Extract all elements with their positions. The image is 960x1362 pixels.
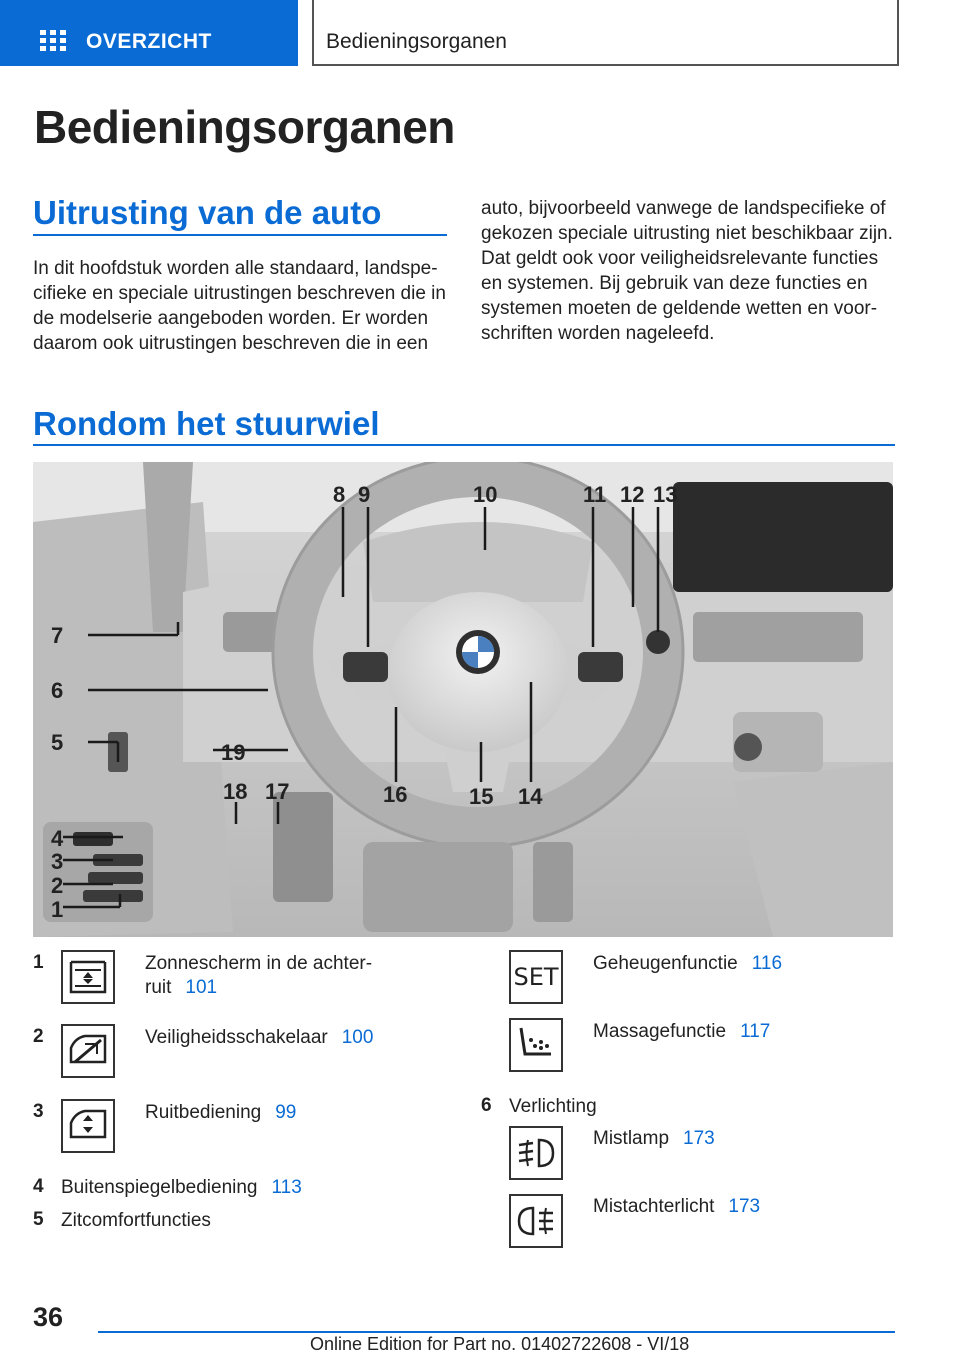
current-section-tab[interactable] bbox=[312, 0, 899, 66]
callout-3: 3 bbox=[51, 849, 64, 874]
page-reference[interactable]: 101 bbox=[185, 977, 218, 998]
massage-seat-icon bbox=[509, 1018, 563, 1072]
legend-text-6: Verlichting bbox=[509, 1096, 597, 1117]
legend-text-5a: Geheugenfunctie 116 bbox=[593, 953, 783, 974]
callout-2: 2 bbox=[51, 873, 64, 898]
cockpit-photo bbox=[33, 462, 893, 937]
footer-edition: Online Edition for Part no. 01402722608 - VI/18 bbox=[310, 1334, 690, 1354]
intro-paragraph-col1: In dit hoofdstuk worden alle standaard, landspe- cifieke en speciale uitrustingen beschreven die in de modelserie aangeboden worden. Er worden daarom ook uitrustingen beschreven die in een bbox=[33, 258, 446, 354]
section-rule bbox=[33, 444, 895, 446]
legend-text-6a: Mistlamp 173 bbox=[593, 1128, 715, 1149]
legend-text-2: Veiligheidsschakelaar 100 bbox=[145, 1027, 374, 1048]
page-reference[interactable]: 173 bbox=[728, 1196, 761, 1217]
legend-number-5: 5 bbox=[33, 1209, 44, 1230]
page-number: 36 bbox=[33, 1302, 64, 1332]
legend-text-3: Ruitbediening 99 bbox=[145, 1102, 297, 1123]
callout-12: 12 bbox=[620, 482, 645, 507]
legend-text-5: Zitcomfortfuncties bbox=[61, 1210, 211, 1231]
section-heading-equipment: Uitrusting van de auto bbox=[33, 194, 382, 231]
grid-menu-icon bbox=[40, 30, 66, 52]
set-memory-icon: SET bbox=[509, 950, 563, 1004]
callout-9: 9 bbox=[358, 482, 371, 507]
intro-paragraph-col2: auto, bijvoorbeeld vanwege de landspecifieke of gekozen speciale uitrusting niet beschikbaar zijn. Dat geldt ook voor veiligheidsrelevante functies en systemen. Bij gebruik van deze functies en systemen moeten de geldende wetten en voor- schriften worden nageleefd. bbox=[481, 198, 893, 344]
page-reference[interactable]: 99 bbox=[275, 1102, 297, 1123]
callout-4: 4 bbox=[51, 826, 64, 851]
callout-19: 19 bbox=[221, 740, 246, 765]
header-bar bbox=[0, 0, 960, 66]
callout-18: 18 bbox=[223, 779, 248, 804]
callout-16: 16 bbox=[383, 782, 408, 807]
page-title: Bedieningsorganen bbox=[34, 101, 455, 153]
callout-17: 17 bbox=[265, 779, 290, 804]
page-reference[interactable]: 100 bbox=[341, 1027, 374, 1048]
page-reference[interactable]: 117 bbox=[740, 1021, 771, 1042]
legend-number-3: 3 bbox=[33, 1101, 44, 1122]
legend-number-4: 4 bbox=[33, 1176, 44, 1197]
rear-fog-lamp-icon bbox=[509, 1194, 563, 1248]
callout-7: 7 bbox=[51, 623, 64, 648]
front-fog-lamp-icon bbox=[509, 1126, 563, 1180]
overview-tab[interactable] bbox=[0, 0, 298, 66]
legend-number-6: 6 bbox=[481, 1095, 492, 1116]
callout-1: 1 bbox=[51, 897, 64, 922]
callout-14: 14 bbox=[518, 784, 543, 809]
legend-text-4: Buitenspiegelbediening 113 bbox=[61, 1177, 302, 1198]
callout-11: 11 bbox=[583, 482, 607, 507]
page-reference[interactable]: 173 bbox=[683, 1128, 715, 1149]
legend-text-6b: Mistachterlicht 173 bbox=[593, 1196, 761, 1217]
page-reference[interactable]: 116 bbox=[751, 953, 783, 974]
callout-13: 13 bbox=[653, 482, 678, 507]
safety-switch-icon bbox=[61, 1024, 115, 1078]
legend-text-1: Zonnescherm in de achter- ruit 101 bbox=[145, 953, 373, 998]
callout-10: 10 bbox=[473, 482, 498, 507]
window-control-icon bbox=[61, 1099, 115, 1153]
cockpit-illustration bbox=[33, 462, 893, 937]
rear-sunblind-icon bbox=[61, 950, 115, 1004]
legend-number-1: 1 bbox=[33, 952, 44, 973]
footer-rule bbox=[98, 1331, 895, 1333]
overview-tab-label: OVERZICHT bbox=[86, 30, 212, 53]
section-rule bbox=[33, 234, 447, 236]
page-reference[interactable]: 113 bbox=[271, 1177, 302, 1198]
callout-6: 6 bbox=[51, 678, 64, 703]
callout-15: 15 bbox=[469, 784, 494, 809]
section-heading-steering-wheel: Rondom het stuurwiel bbox=[33, 405, 380, 442]
callout-5: 5 bbox=[51, 730, 64, 755]
current-section-label: Bedieningsorganen bbox=[326, 30, 507, 53]
legend-number-2: 2 bbox=[33, 1026, 44, 1047]
legend-text-5b: Massagefunctie 117 bbox=[593, 1021, 771, 1042]
callout-8: 8 bbox=[333, 482, 346, 507]
